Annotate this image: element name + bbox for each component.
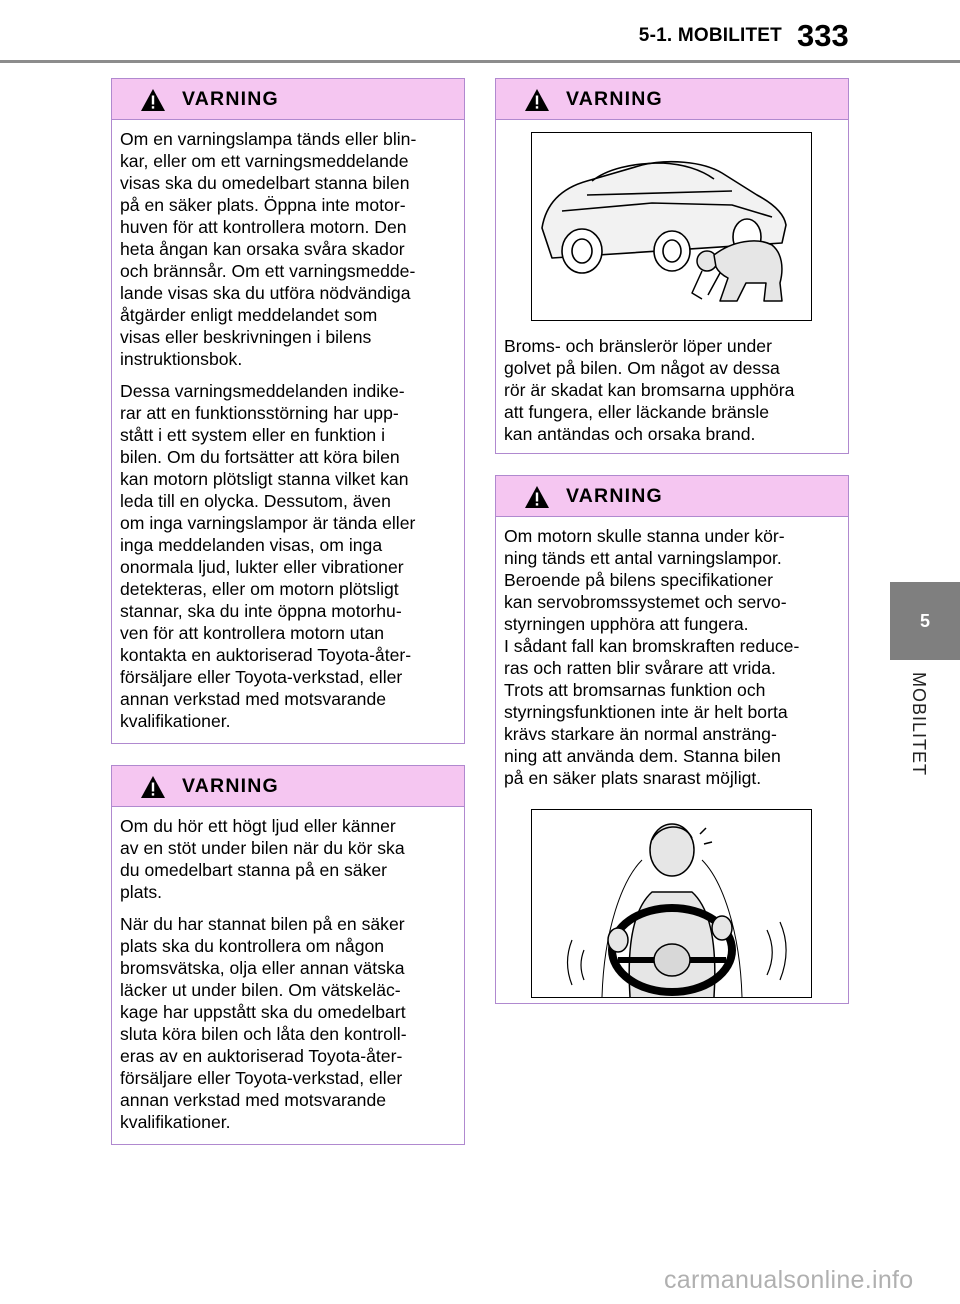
warning-paragraph: Broms- och bränslerör löper under golvet på bilen. Om något av dessa rör är skadat kan bromsarna upphöra att fungera, eller läckande bränsle kan antändas och orsaka brand. — [504, 336, 795, 444]
chapter-tab: 5 — [890, 582, 960, 660]
warning-triangle-icon — [140, 88, 166, 112]
warning-box-2 — [111, 765, 465, 1145]
warning-paragraph: Om du hör ett högt ljud eller känner av en stöt under bilen när du kör ska du omedelbart stanna på en säker plats. — [120, 816, 405, 902]
warning-header — [112, 766, 464, 807]
warning-box-1 — [111, 78, 465, 744]
header-rule — [0, 60, 960, 63]
warning-paragraph: När du har stannat bilen på en säker plats ska du kontrollera om någon bromsvätska, olja eller annan vätska läcker ut under bilen. Om vätskeläc- kage har uppstått ska du omedelbart sluta köra bilen och låta den kontroll- eras av en auktoriserad Toyota-åter- försäljare eller Toyota-verkstad, eller annan verkstad med motsvarande kvalifikationer. — [120, 914, 407, 1132]
warning-title: VARNING — [182, 88, 279, 110]
driver-steering-illustration — [532, 810, 811, 997]
illustration-driver-steering — [531, 809, 812, 998]
warning-title: VARNING — [566, 88, 663, 110]
warning-box-3 — [495, 78, 849, 454]
warning-triangle-icon — [524, 88, 550, 112]
warning-header — [496, 476, 848, 517]
chapter-tab-label: MOBILITET — [909, 672, 929, 777]
warning-title: VARNING — [182, 775, 279, 797]
car-inspection-illustration — [532, 133, 811, 320]
warning-header — [112, 79, 464, 120]
warning-body — [496, 517, 848, 998]
warning-header — [496, 79, 848, 120]
warning-paragraph: Om motorn skulle stanna under kör- ning tänds ett antal varningslampor. Beroende på bilens specifikationer kan servobromssystemet och servo- styrningen upphöra att fungera. I sådant fall kan bromskraften reduce- ras och ratten blir svårare att vrida. Trots att bromsarnas funktion och styrningsfunktionen inte är helt borta krävs starkare än normal ansträng- ning att använda dem. Stanna bilen på en säker plats snarast möjligt. — [504, 526, 800, 788]
illustration-car-underside — [531, 132, 812, 321]
page-number: 333 — [797, 18, 849, 53]
running-header: 5-1. MOBILITET — [638, 25, 782, 46]
warning-title: VARNING — [566, 485, 663, 507]
warning-paragraph: Om en varningslampa tänds eller blin- kar, eller om ett varningsmeddelande visas ska du omedelbart stanna bilen på en säker plats. Öppna inte motor- huven för att kontrollera motorn. Den heta ångan kan orsaka svåra skador och brännsår. Om ett varningsmedde- lande visas ska du utföra nödvändiga åtgärder enligt meddelandet som visas eller beskrivningen i bilens instruktionsbok. — [120, 129, 417, 369]
watermark: carmanualsonline.info — [664, 1266, 914, 1294]
warning-body — [112, 120, 464, 732]
warning-triangle-icon — [524, 485, 550, 509]
warning-body — [112, 807, 464, 1133]
warning-paragraph: Dessa varningsmeddelanden indike- rar att en funktionsstörning har upp- stått i ett system eller en funktion i bilen. Om du fortsätter att köra bilen kan motorn plötsligt stanna vilket kan leda till en olycka. Dessutom, även om inga varningslampor är tända eller inga meddelanden visas, om inga onormala ljud, lukter eller vibrationer detekteras, eller om motorn plötsligt stannar, ska du inte öppna motorhu- ven för att kontrollera motorn utan kontakta en auktoriserad Toyota-åter- försäljare eller Toyota-verkstad, eller annan verkstad med motsvarande kvalifikationer. — [120, 381, 416, 731]
warning-box-4 — [495, 475, 849, 1004]
warning-triangle-icon — [140, 775, 166, 799]
warning-body — [496, 120, 848, 445]
